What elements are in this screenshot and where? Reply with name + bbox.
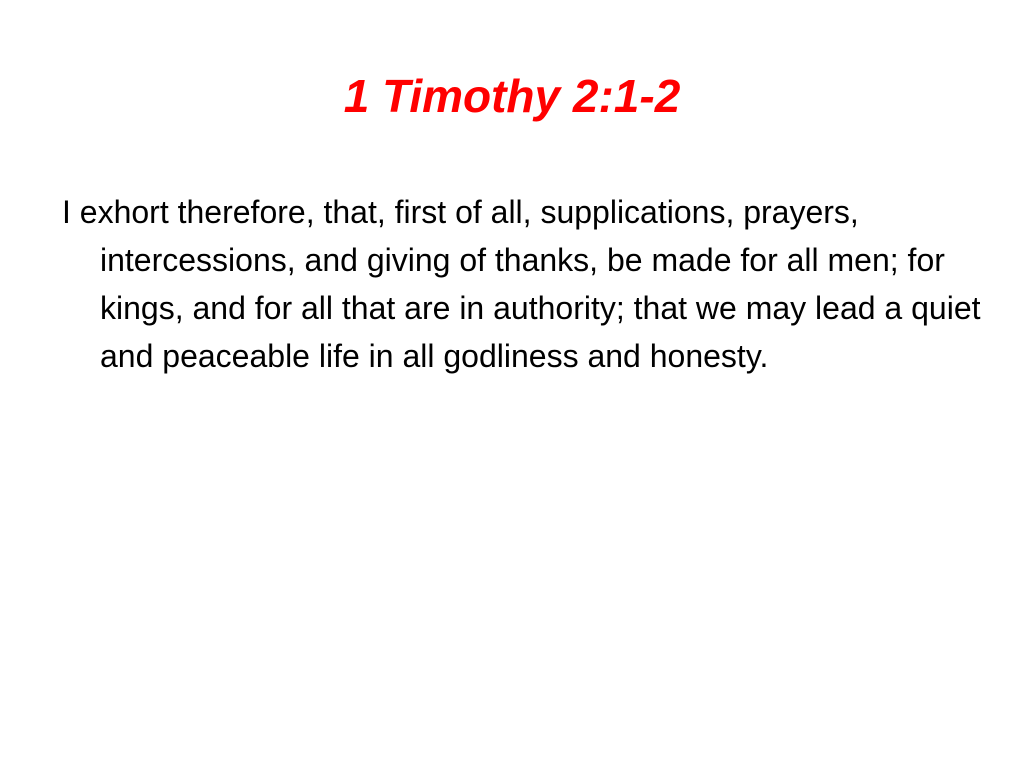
scripture-text: I exhort therefore, that, first of all, supplications, prayers, intercessions, and giving of thanks, be made for all men; for kings, and for all that are in authority; that we may lead a quiet and peaceable life in all godliness and honesty.: [62, 194, 981, 374]
slide-title: 1 Timothy 2:1-2: [343, 70, 681, 122]
